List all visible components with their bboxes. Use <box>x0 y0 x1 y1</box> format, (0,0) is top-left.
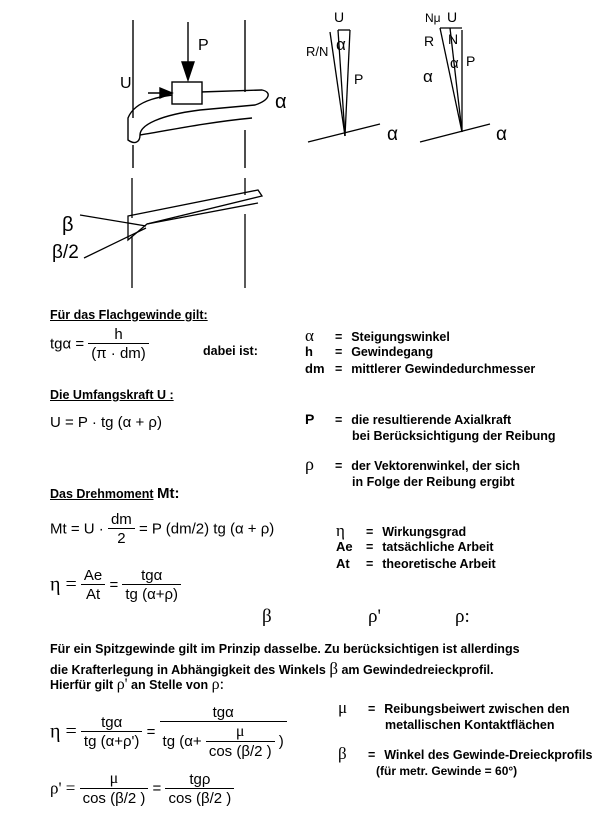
triangle2-label-alpha-inner: α <box>450 55 459 72</box>
formula-moment-num: dm <box>110 511 132 528</box>
formula-rho-prime-f2-num: tgρ <box>189 770 211 788</box>
def-P-line2: bei Berücksichtigung der Reibung <box>352 429 556 443</box>
def-h-text: Gewindegang <box>351 345 434 359</box>
triangle2-label-R: R <box>424 33 435 49</box>
moment-definitions <box>336 521 496 572</box>
def-dm-text: mittlerer Gewindedurchmesser <box>351 362 536 376</box>
def-P-eq: = <box>335 413 343 427</box>
formula-rho-prime-f2-den: cos (β/2 ) <box>165 788 234 807</box>
def-At-sym: At <box>336 556 350 571</box>
triangle1-label-P: P <box>354 71 364 87</box>
dabei-ist: dabei ist: <box>203 344 258 358</box>
heading-drehmoment-sym: Mt: <box>156 485 180 502</box>
spitz-line-3-sym1: ρ' <box>116 676 128 693</box>
triangle2-label-Nmu: Nμ <box>425 11 441 25</box>
formula-eta-num2: tgα <box>141 567 163 584</box>
formula-eta-eq: = <box>109 576 119 594</box>
def-At-text: theoretische Arbeit <box>382 557 496 571</box>
formula-eta-den1: At <box>81 584 105 603</box>
spitz-line-1: Für ein Spitzgewinde gilt im Prinzip dasselbe. Zu berücksichtigen ist allerdings <box>50 642 520 656</box>
heading-drehmoment-text: Das Drehmoment <box>50 487 154 501</box>
formula-rho-prime-f1-den: cos (β/2 ) <box>80 788 149 807</box>
formula-rho-prime <box>50 770 234 807</box>
def-P-line1: die resultierende Axialkraft <box>351 413 512 427</box>
formula-eta-lhs: η = <box>50 573 77 596</box>
spitz-line-3 <box>50 676 224 694</box>
def-beta-sym: β <box>338 744 347 763</box>
formula-rho-prime-f1 <box>80 770 149 807</box>
def-rho <box>305 454 556 475</box>
diagram-label-P: P <box>198 37 209 54</box>
stray-rho-colon: ρ: <box>455 606 470 627</box>
def-rho-sym: ρ <box>305 454 314 474</box>
formula-eta-den2: tg (α+ρ) <box>122 584 181 603</box>
def-eta-eq: = <box>366 525 374 539</box>
def-mu-line2: metallischen Kontaktflächen <box>385 718 555 732</box>
spitz-line-2b: am Gewindedreieckprofil. <box>341 663 494 677</box>
def-rho-eq: = <box>335 459 343 473</box>
formula-eta-spitz-f2-den <box>160 721 287 760</box>
def-eta <box>336 521 496 538</box>
diagram-label-beta-half: β/2 <box>52 242 79 263</box>
spitz-line-2a: die Krafterlegung in Abhängigkeit des Winkels <box>50 663 326 677</box>
def-P-sym: P <box>305 411 315 427</box>
formula-umfangskraft: U = P · tg (α + ρ) <box>50 414 162 431</box>
def-alpha <box>305 326 535 343</box>
formula-eta-spitz-inner-den: cos (β/2 ) <box>206 741 275 760</box>
spitz-definitions <box>338 698 593 778</box>
triangle1-label-U: U <box>334 9 345 25</box>
flat-definitions <box>305 326 535 377</box>
diagram-label-alpha: α <box>275 91 287 113</box>
formula-rho-prime-f2 <box>165 771 234 807</box>
stray-beta: β <box>262 606 272 627</box>
formula-eta-num1: Ae <box>83 567 103 584</box>
def-beta-line1: Winkel des Gewinde-Dreieckprofils <box>384 748 593 762</box>
triangle2-label-alpha-base: α <box>496 124 507 145</box>
def-beta <box>338 744 593 764</box>
formula-rho-prime-lhs: ρ' = <box>50 778 76 798</box>
formula-tg-alpha-lhs: tgα = <box>50 335 85 353</box>
triangle1-label-alpha: α <box>336 35 346 54</box>
formula-moment <box>50 511 274 547</box>
def-eta-text: Wirkungsgrad <box>382 525 467 539</box>
stray-rho-prime: ρ' <box>368 606 381 627</box>
def-beta-eq: = <box>368 748 376 762</box>
triangle2-label-P: P <box>466 53 476 69</box>
def-alpha-text: Steigungswinkel <box>351 330 450 344</box>
heading-flachgewinde: Für das Flachgewinde gilt: <box>50 308 208 322</box>
def-At <box>336 555 496 572</box>
def-P <box>305 411 556 429</box>
formula-eta-spitz-f2-num: tgα <box>212 704 234 721</box>
formula-eta-spitz-f2-den-b: ) <box>278 733 284 750</box>
def-mu-line1: Reibungsbeiwert zwischen den <box>384 702 570 716</box>
def-dm <box>305 360 535 377</box>
umfang-definitions <box>305 411 556 489</box>
triangle2-label-U: U <box>447 9 458 25</box>
formula-tg-alpha-fraction <box>88 326 149 362</box>
formula-eta-spitz-inner-num: μ <box>235 723 245 740</box>
formula-moment-fraction <box>108 511 135 547</box>
def-h-eq: = <box>335 345 343 359</box>
def-beta-line2: (für metr. Gewinde = 60°) <box>376 764 518 778</box>
def-dm-eq: = <box>335 362 343 376</box>
formula-eta <box>50 567 181 603</box>
def-At-eq: = <box>366 557 374 571</box>
thread-diagrams <box>0 0 600 300</box>
formula-rho-prime-f1-num: μ <box>109 770 119 787</box>
triangle1-label-RN: R/N <box>306 44 329 59</box>
triangle1-label-alpha-base: α <box>387 124 398 145</box>
heading-umfangskraft: Die Umfangskraft U : <box>50 388 174 402</box>
formula-eta-spitz-inner-frac <box>206 723 275 760</box>
def-rho-line1: der Vektorenwinkel, der sich <box>351 459 521 473</box>
formula-rho-prime-eq: = <box>152 780 162 797</box>
def-mu-sym: μ <box>338 698 348 717</box>
spitz-line-3a: Hierfür gilt <box>50 678 114 692</box>
formula-eta-spitz-f1 <box>81 714 143 750</box>
def-h-sym: h <box>305 344 313 359</box>
formula-eta-spitz <box>50 704 287 760</box>
def-mu <box>338 698 593 718</box>
formula-eta-spitz-lhs: η = <box>50 720 77 743</box>
diagram-label-beta: β <box>62 214 74 236</box>
def-Ae-text: tatsächliche Arbeit <box>382 540 494 554</box>
formula-moment-den: 2 <box>108 528 135 547</box>
def-Ae-eq: = <box>366 540 374 554</box>
formula-eta-fraction-1 <box>81 567 105 603</box>
triangle2-label-N: N <box>448 31 459 47</box>
def-mu-eq: = <box>368 702 376 716</box>
formula-tg-alpha <box>50 326 149 362</box>
triangle2-label-alpha: α <box>423 67 433 86</box>
formula-eta-spitz-f2 <box>160 704 287 760</box>
def-alpha-sym: α <box>305 326 314 345</box>
spitz-line-2-sym: β <box>329 659 338 678</box>
formula-tg-alpha-den: (π · dm) <box>88 343 149 362</box>
def-alpha-eq: = <box>335 330 343 344</box>
formula-eta-spitz-f1-den: tg (α+ρ') <box>81 731 143 750</box>
spitz-line-3b: an Stelle von <box>131 678 209 692</box>
heading-drehmoment <box>50 485 179 502</box>
formula-eta-fraction-2 <box>122 567 181 603</box>
pointed-thread-diagram <box>80 178 262 288</box>
diagram-label-U: U <box>120 75 132 92</box>
def-dm-sym: dm <box>305 361 325 376</box>
spitz-line-3-sym2: ρ: <box>211 676 225 693</box>
def-eta-sym: η <box>336 521 345 540</box>
def-Ae <box>336 538 496 555</box>
def-Ae-sym: Ae <box>336 539 353 554</box>
formula-moment-lhs: Mt = U · <box>50 520 104 538</box>
def-rho-line2: in Folge der Reibung ergibt <box>352 475 515 489</box>
formula-eta-spitz-f2-den-a: tg (α+ <box>162 733 202 750</box>
formula-eta-spitz-eq: = <box>146 723 156 741</box>
formula-moment-rhs: = P (dm/2) tg (α + ρ) <box>138 520 275 538</box>
formula-eta-spitz-f1-num: tgα <box>101 714 123 731</box>
formula-tg-alpha-num: h <box>114 326 123 343</box>
def-h <box>305 343 535 360</box>
